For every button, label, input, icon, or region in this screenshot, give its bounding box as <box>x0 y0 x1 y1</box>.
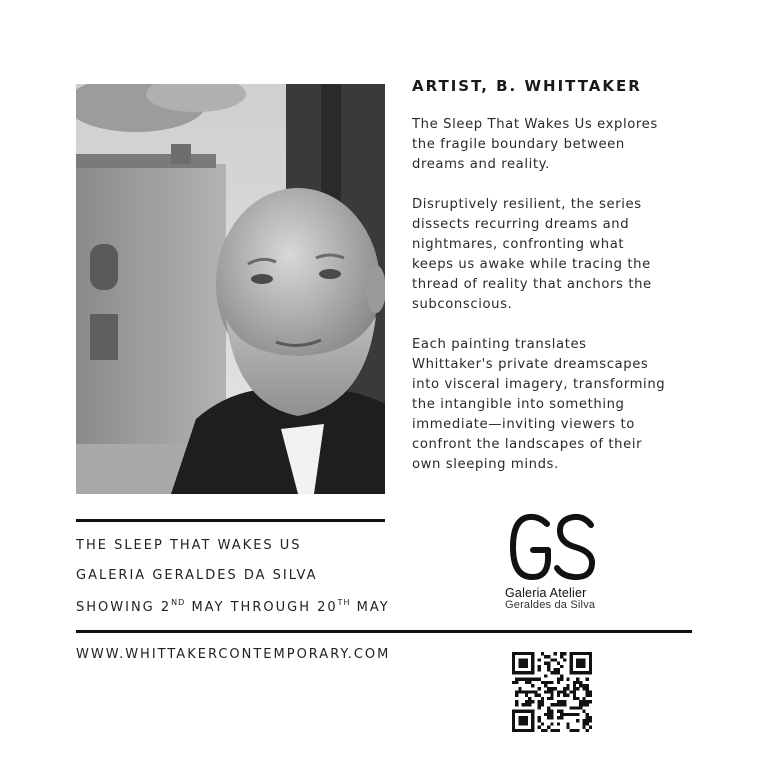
divider <box>76 519 385 522</box>
bio-line: the intangible into something <box>412 397 625 412</box>
bio-line: into visceral imagery, transforming <box>412 377 666 392</box>
artist-bio <box>412 115 712 495</box>
qr-code-icon[interactable] <box>512 652 592 732</box>
bio-line: keeps us awake while tracing the <box>412 257 651 272</box>
exhibition-title: THE SLEEP THAT WAKES US <box>76 538 302 553</box>
artist-heading: ARTIST, B. WHITTAKER <box>412 77 642 95</box>
bio-line: nightmares, confronting what <box>412 237 625 252</box>
bio-line: Each painting translates <box>412 337 587 352</box>
bio-line: Whittaker's private dreamscapes <box>412 357 649 372</box>
bio-line: The Sleep That Wakes Us explores <box>412 117 658 132</box>
bio-line: thread of reality that anchors the <box>412 277 652 292</box>
artist-portrait <box>76 84 385 494</box>
logo-subname: Geraldes da Silva <box>505 599 596 611</box>
divider <box>76 630 692 633</box>
bio-line: dissects recurring dreams and <box>412 217 630 232</box>
gallery-name: GALERIA GERALDES DA SILVA <box>76 568 318 583</box>
bio-paragraph <box>412 335 712 475</box>
dates-middle: MAY THROUGH 20 <box>185 600 338 615</box>
logo-name: Galeria Atelier <box>505 586 587 600</box>
dates-end: MAY <box>350 600 390 615</box>
bio-line: dreams and reality. <box>412 157 550 172</box>
website-link[interactable]: WWW.WHITTAKERCONTEMPORARY.COM <box>76 647 391 662</box>
dates-prefix: SHOWING 2 <box>76 600 172 615</box>
bio-line: the fragile boundary between <box>412 137 625 152</box>
exhibition-dates <box>76 598 390 615</box>
bio-paragraph <box>412 195 712 315</box>
start-ordinal: ND <box>171 598 186 607</box>
bio-paragraph <box>412 115 712 175</box>
bio-line: confront the landscapes of their <box>412 437 643 452</box>
gs-monogram-icon <box>507 510 599 584</box>
end-ordinal: TH <box>337 598 351 607</box>
bio-line: immediate—inviting viewers to <box>412 417 635 432</box>
gallery-logo <box>505 510 605 612</box>
bio-line: Disruptively resilient, the series <box>412 197 642 212</box>
bio-line: subconscious. <box>412 297 513 312</box>
bio-line: own sleeping minds. <box>412 457 559 472</box>
